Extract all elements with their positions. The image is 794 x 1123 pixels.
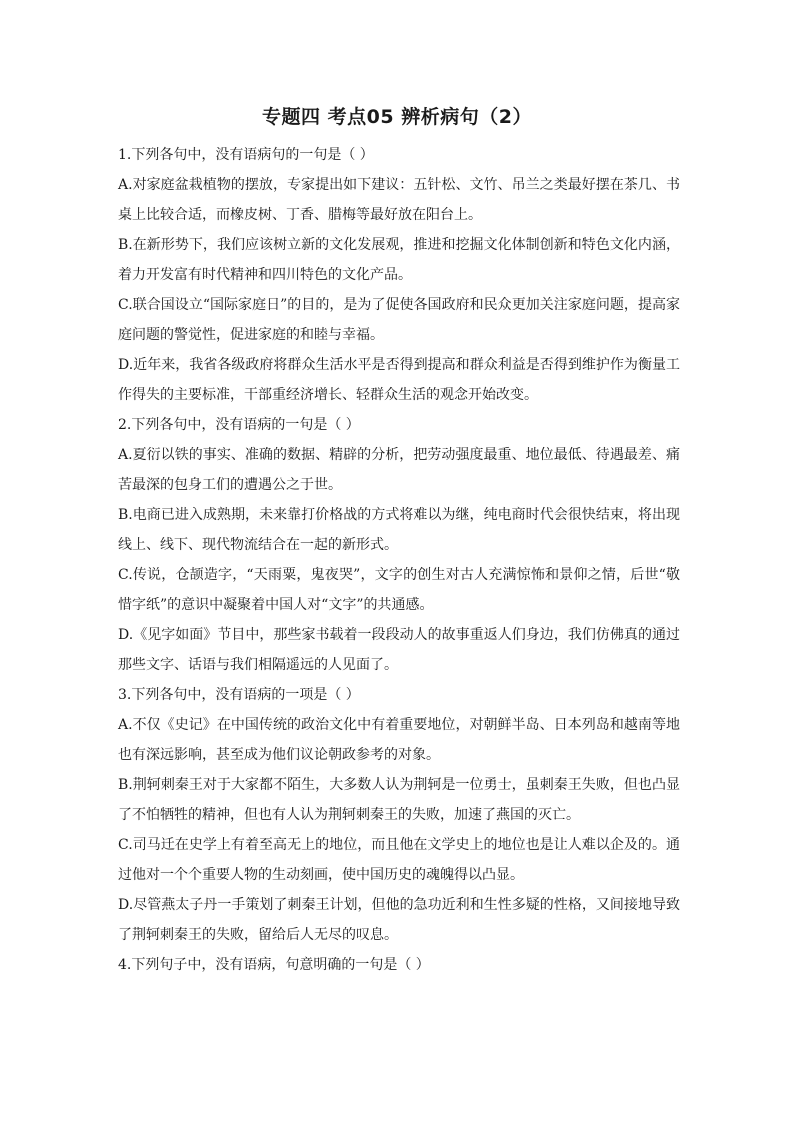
option-d: D.尽管燕太子丹一手策划了刺秦王计划，但他的急功近利和生性多疑的性格，又间接地导致了荆轲刺秦王的失败，留给后人无尽的叹息。: [118, 897, 680, 943]
option-c: C.联合国设立“国际家庭日”的目的，是为了促使各国政府和民众更加关注家庭问题，提高家庭问题的警觉性，促进家庭的和睦与幸福。: [118, 297, 680, 343]
question-stem: 2.下列各句中，没有语病的一句是（ ）: [118, 417, 360, 433]
page-title: 专题四 考点05 辨析病句（2）: [262, 106, 532, 128]
question-list: [118, 140, 680, 980]
question-3: [118, 680, 680, 950]
option-c: C.传说，仓颉造字，“天雨粟，鬼夜哭”，文字的创生对古人充满惊怖和景仰之情，后世“敬惜字纸”的意识中凝聚着中国人对“文字”的共通感。: [118, 567, 680, 613]
option-a: A.不仅《史记》在中国传统的政治文化中有着重要地位，对朝鲜半岛、日本列岛和越南等地也有深远影响，甚至成为他们议论朝政参考的对象。: [118, 717, 680, 763]
question-stem: 3.下列各句中，没有语病的一项是（ ）: [118, 687, 360, 703]
question-4: [118, 950, 680, 980]
option-b: B.荆轲刺秦王对于大家都不陌生，大多数人认为荆轲是一位勇士，虽刺秦王失败，但也凸显了不怕牺牲的精神，但也有人认为荆轲刺秦王的失败，加速了燕国的灭亡。: [118, 777, 680, 823]
option-c: C.司马迁在史学上有着至高无上的地位，而且他在文学史上的地位也是让人难以企及的。通过他对一个个重要人物的生动刻画，使中国历史的魂魄得以凸显。: [118, 837, 680, 883]
option-d: D.《见字如面》节目中，那些家书载着一段段动人的故事重返人们身边，我们仿佛真的通过那些文字、话语与我们相隔遥远的人见面了。: [118, 627, 680, 673]
option-a: A.对家庭盆栽植物的摆放，专家提出如下建议：五针松、文竹、吊兰之类最好摆在茶几、书桌上比较合适，而橡皮树、丁香、腊梅等最好放在阳台上。: [118, 177, 680, 223]
question-stem: 1.下列各句中，没有语病句的一句是（ ）: [118, 147, 374, 163]
option-b: B.电商已进入成熟期，未来靠打价格战的方式将难以为继，纯电商时代会很快结束，将出现线上、线下、现代物流结合在一起的新形式。: [118, 507, 680, 553]
option-b: B.在新形势下，我们应该树立新的文化发展观，推进和挖掘文化体制创新和特色文化内涵，着力开发富有时代精神和四川特色的文化产品。: [118, 237, 680, 283]
question-2: [118, 410, 680, 680]
question-stem: 4.下列句子中，没有语病，句意明确的一句是（ ）: [118, 957, 430, 973]
option-a: A.夏衍以铁的事实、准确的数据、精辟的分析，把劳动强度最重、地位最低、待遇最差、痛苦最深的包身工们的遭遇公之于世。: [118, 447, 680, 493]
option-d: D.近年来，我省各级政府将群众生活水平是否得到提高和群众利益是否得到维护作为衡量工作得失的主要标准，干部重经济增长、轻群众生活的观念开始改变。: [118, 357, 680, 403]
question-1: [118, 140, 680, 410]
